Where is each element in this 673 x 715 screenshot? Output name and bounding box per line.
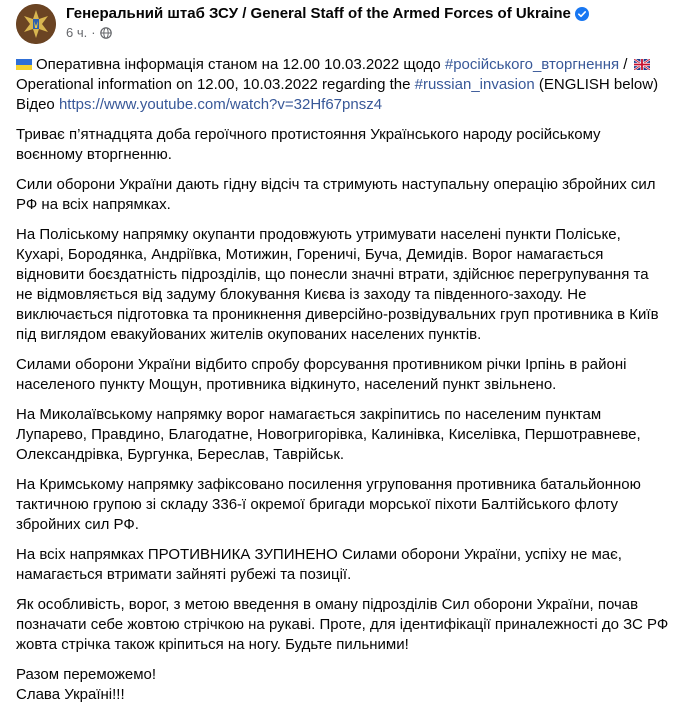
- text-line: Олександрівка, Бургунка, Береслав, Таврійськ.: [16, 446, 345, 463]
- text-line: Сили оборони України дають гідну відсіч та стримують наступальну операцію збройних сил: [16, 176, 656, 193]
- text-line: жовта стрічка також кріпиться на ногу. Будьте пильними!: [16, 636, 409, 653]
- post-header: [16, 4, 589, 44]
- text-line: Разом переможемо!: [16, 666, 157, 683]
- hashtag-link[interactable]: #російського_вторгнення: [444, 56, 620, 73]
- text-line: На Миколаївському напрямку ворог намагається закріпитись по населеним пунктам: [16, 406, 602, 423]
- globe-icon[interactable]: [100, 27, 112, 39]
- post-paragraph: [16, 475, 661, 535]
- post-paragraph: [16, 665, 661, 705]
- text-line: виключається підготовка та проникнення диверсійно-розвідувальних груп противника в Київ: [16, 306, 659, 323]
- text-line: Триває п’ятнадцята доба героїчного протистояння Українського народу російському: [16, 126, 601, 143]
- text-line: На всіх напрямках ПРОТИВНИКА ЗУПИНЕНО Силами оборони України, успіху не має,: [16, 546, 622, 563]
- text-line: тактичною групою зі складу 336-ї окремої бригади морської піхоти Балтійського флоту: [16, 496, 619, 513]
- post-paragraph: [16, 175, 661, 215]
- ukraine-flag-icon: [16, 59, 32, 70]
- intro-text: (ENGLISH below): [534, 76, 659, 93]
- text-line: воєнному вторгненню.: [16, 146, 172, 163]
- text-line: намагається втримати зайняті рубежі та позиції.: [16, 566, 352, 583]
- post-paragraph: [16, 125, 661, 165]
- text-line: позначати себе жовтою стрічкою на рукаві. Проте, для ідентифікації приналежності до ЗС РФ: [16, 616, 669, 633]
- post-paragraph: [16, 355, 661, 395]
- video-link[interactable]: https://www.youtube.com/watch?v=32Hf67pnsz4: [58, 96, 383, 113]
- post-paragraph: [16, 545, 661, 585]
- page-avatar[interactable]: [16, 4, 56, 44]
- intro-text: Operational information on 12.00, 10.03.2022 regarding the: [16, 76, 415, 93]
- text-line: під виглядом евакуйованих жителів окупованих населених пунктів.: [16, 326, 482, 343]
- text-line: На Кримському напрямку зафіксовано посилення угруповання противника батальйонною: [16, 476, 641, 493]
- uk-flag-icon: [634, 59, 650, 70]
- intro-text: Відео: [16, 96, 59, 113]
- general-staff-emblem-icon: [16, 4, 56, 44]
- text-line: Силами оборони України відбито спробу форсування противником річки Ірпінь в районі: [16, 356, 627, 373]
- text-line: Слава Україні!!!: [16, 686, 125, 703]
- text-line: Як особливість, ворог, з метою введення в оману підрозділів Сил оборони України, почав: [16, 596, 639, 613]
- text-line: Кухарі, Бородянка, Андріївка, Мотижин, Гореничі, Буча, Демидів. Ворог намагається: [16, 246, 604, 263]
- post-timestamp[interactable]: 6 ч.: [66, 25, 88, 40]
- text-line: населеного пункту Мощун, противника відкинуто, населений пункт звільнено.: [16, 376, 557, 393]
- post-paragraph: [16, 595, 669, 655]
- text-line: На Поліському напрямку окупанти продовжують утримувати населені пункти Поліське,: [16, 226, 621, 243]
- hashtag-link[interactable]: #russian_invasion: [414, 76, 535, 93]
- text-line: відновити боєздатність підрозділів, що понесли значні втрати, здійснює перегрупування та: [16, 266, 649, 283]
- text-line: не відмовляється від задуму блокування Києва із заходу та південного-заходу. Не: [16, 286, 587, 303]
- post-body: [16, 55, 669, 715]
- text-line: збройних сил РФ.: [16, 516, 139, 533]
- page-name-link[interactable]: Генеральний штаб ЗСУ / General Staff of the Armed Forces of Ukraine: [66, 5, 571, 22]
- verified-badge-icon: [575, 7, 589, 21]
- intro-text: /: [619, 56, 628, 73]
- post-paragraph: [16, 225, 661, 345]
- meta-separator: ·: [91, 25, 96, 40]
- text-line: РФ на всіх напрямках.: [16, 196, 171, 213]
- post-paragraph: [16, 405, 661, 465]
- text-line: Лупарево, Правдино, Благодатне, Новогригорівка, Калинівка, Киселівка, Першотравневе,: [16, 426, 641, 443]
- intro-text: Оперативна інформація станом на 12.00 10.03.2022 щодо: [36, 56, 445, 73]
- post-intro: [16, 55, 661, 115]
